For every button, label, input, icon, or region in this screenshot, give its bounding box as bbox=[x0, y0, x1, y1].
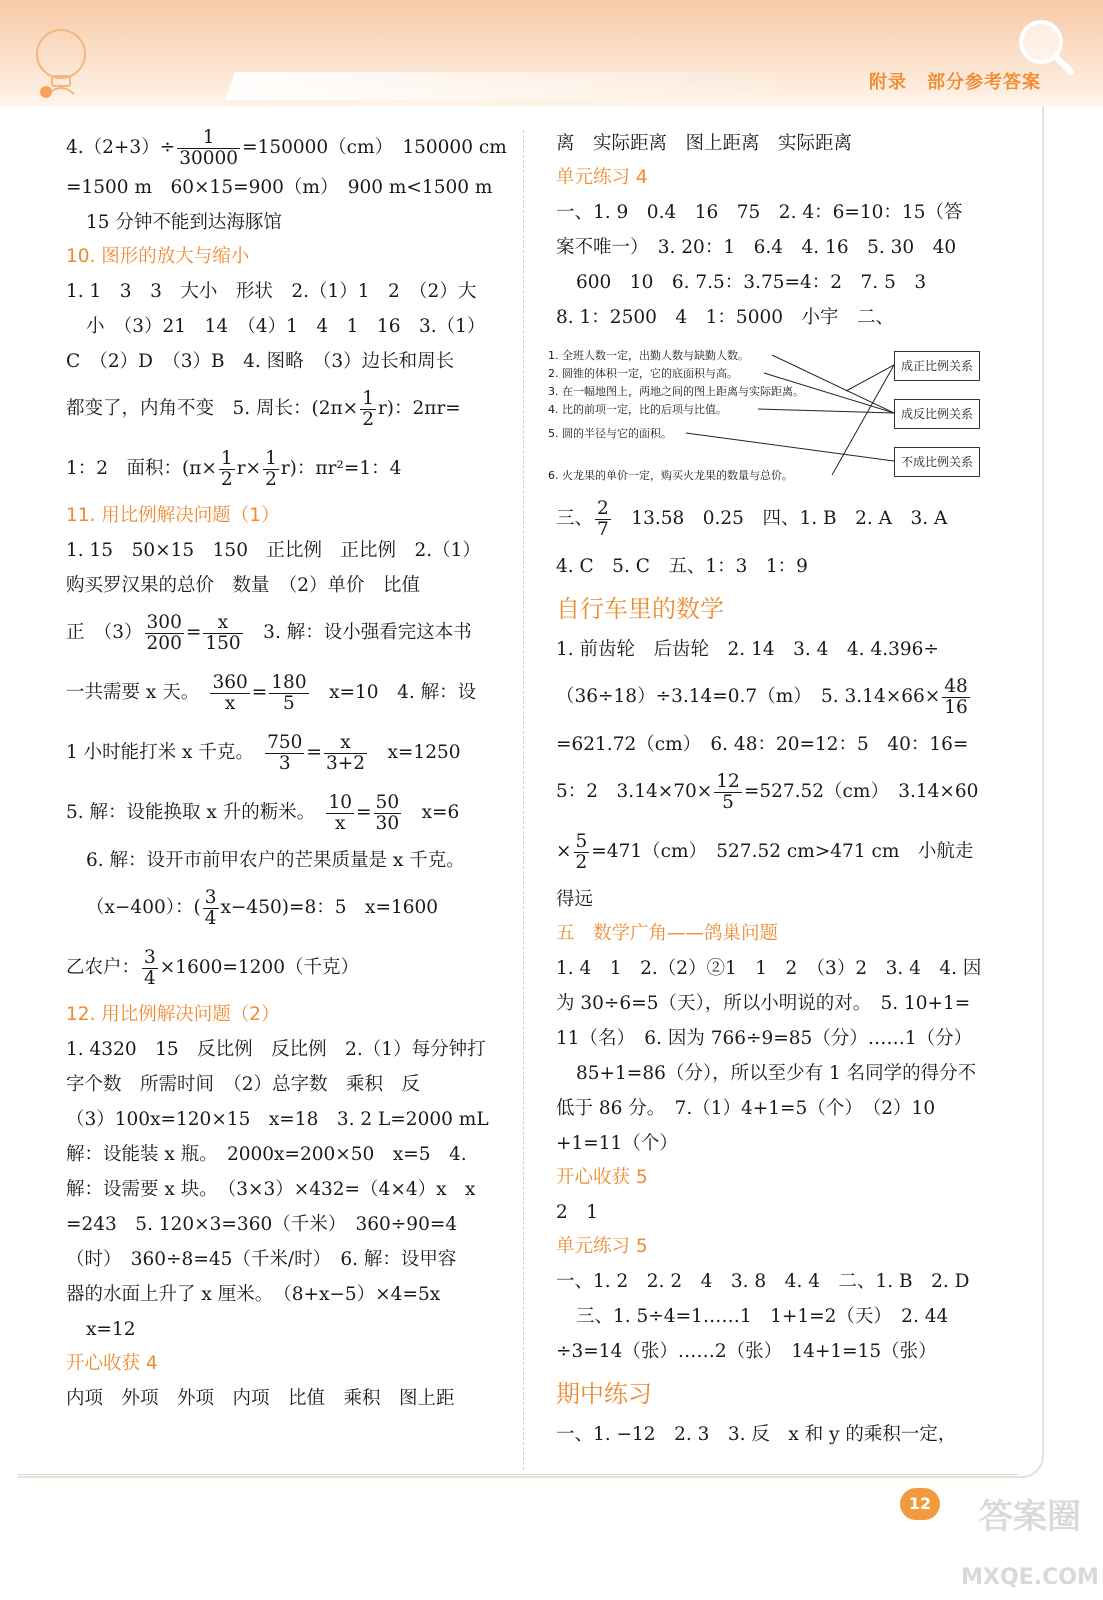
column-divider bbox=[523, 130, 524, 1470]
answer-line: =1500 m 60×15=900（m） 900 m<1500 m bbox=[66, 177, 493, 198]
answer-line: 85+1=86（分），所以至少有 1 名同学的得分不 bbox=[576, 1063, 977, 1084]
answer-line: +1=11（个） bbox=[556, 1133, 678, 1154]
decorative-stripe bbox=[225, 72, 795, 100]
answer-line: 6. 解：设开市前甲农户的芒果质量是 x 千克。 bbox=[86, 850, 465, 871]
answer-line: 1. 4 1 2.（2）②1 1 2 （3）2 3. 4 4. 因 bbox=[556, 958, 982, 979]
match-statement: 1. 全班人数一定，出勤人数与缺勤人数。 bbox=[548, 349, 749, 362]
answer-line: 11（名） 6. 因为 766÷9=85（分）……1（分） bbox=[556, 1028, 973, 1049]
section-title-12: 12. 用比例解决问题（2） bbox=[66, 1004, 280, 1025]
answer-line: 1. 前齿轮 后齿轮 2. 14 3. 4 4. 4.396÷ bbox=[556, 639, 939, 660]
answer-line: 得远 bbox=[556, 889, 594, 910]
answer-line: （x−400）：( $\frac{3}{4}$ x−450)=8：5 x=1600 bbox=[86, 886, 439, 929]
answer-line: 2 1 bbox=[556, 1202, 599, 1223]
match-statement: 5. 圆的半径与它的面积。 bbox=[548, 427, 672, 440]
section-title-unit4: 单元练习 4 bbox=[556, 167, 648, 188]
answer-line: 乙农户： $\frac{3}{4}$ ×1600=1200（千克） bbox=[66, 946, 359, 989]
answer-line: 低于 86 分。 7.（1）4+1=5（个） （2）10 bbox=[556, 1098, 936, 1119]
lightbulb-icon bbox=[26, 22, 96, 100]
left-column bbox=[66, 126, 507, 1416]
section-title-five: 五 数学广角——鸽巢问题 bbox=[556, 923, 779, 944]
answer-line: 解：设能装 x 瓶。 2000x=200×50 x=5 4. bbox=[66, 1144, 467, 1165]
answer-line: 三、 $\frac{2}{7}$ 13.58 0.25 四、1. B 2. A 3. A bbox=[556, 497, 948, 540]
header-label bbox=[849, 68, 1041, 94]
right-column bbox=[548, 126, 996, 1452]
answer-line: 15 分钟不能到达海豚馆 bbox=[86, 212, 282, 233]
answer-line: =621.72（cm） 6. 48：20=12：5 40：16= bbox=[556, 734, 969, 755]
match-statement: 4. 比的前项一定，比的后项与比值。 bbox=[548, 403, 727, 416]
answer-line: 小 （3）21 14 （4）1 4 1 16 3.（1） bbox=[86, 316, 486, 337]
section-title-11: 11. 用比例解决问题（1） bbox=[66, 505, 280, 526]
section-heading-midterm: 期中练习 bbox=[556, 1380, 652, 1408]
answer-line: ÷3=14（张）……2（张） 14+1=15（张） bbox=[556, 1341, 937, 1362]
answer-line: 案不唯一） 3. 20：1 6.4 4. 16 5. 30 40 bbox=[556, 237, 957, 258]
footer-rule bbox=[18, 1474, 1018, 1475]
answer-line: =243 5. 120×3=360（千米） 360÷90=4 bbox=[66, 1214, 458, 1235]
section-title-happy4: 开心收获 4 bbox=[66, 1353, 158, 1374]
answer-line: 1：2 面积：(π× $\frac{1}{2}$ r× $\frac{1}{2}$ r)：πr²=1：4 bbox=[66, 447, 402, 490]
answer-line: 内项 外项 外项 内项 比值 乘积 图上距 bbox=[66, 1388, 455, 1409]
answer-line: 购买罗汉果的总价 数量 （2）单价 比值 bbox=[66, 575, 421, 596]
answer-line: （36÷18）÷3.14=0.7（m） 5. 3.14×66× $\frac{48}{16}$ bbox=[556, 675, 968, 718]
answer-line: 600 10 6. 7.5：3.75=4：2 7. 5 3 bbox=[576, 272, 927, 293]
answer-line: 为 30÷6=5（天），所以小明说的对。 5. 10+1= bbox=[556, 993, 971, 1014]
answer-line: 5. 解：设能换取 x 升的粝米。 $\frac{10}{x}$ = $\frac{50}{30}$ x=6 bbox=[66, 791, 460, 834]
match-box: 不成比例关系 bbox=[894, 447, 980, 477]
answer-line: 离 实际距离 图上距离 实际距离 bbox=[556, 133, 853, 154]
magnifier-icon bbox=[1013, 14, 1075, 76]
answer-line: 器的水面上升了 x 厘米。 （8+x−5）×4=5x bbox=[66, 1284, 441, 1305]
answer-line: 一、1. 9 0.4 16 75 2. 4：6=10：15（答 bbox=[556, 202, 963, 223]
answer-line: 1. 1 3 3 大小 形状 2.（1）1 2 （2）大 bbox=[66, 281, 477, 302]
section-title-10: 10. 图形的放大与缩小 bbox=[66, 246, 250, 267]
section-title-happy5: 开心收获 5 bbox=[556, 1167, 648, 1188]
answer-line: （时） 360÷8=45（千米/时） 6. 解：设甲容 bbox=[66, 1249, 457, 1270]
answer-line: 1. 15 50×15 150 正比例 正比例 2.（1） bbox=[66, 540, 481, 561]
answer-line: （3）100x=120×15 x=18 3. 2 L=2000 mL bbox=[66, 1109, 489, 1130]
svg-text:MXQE.COM: MXQE.COM bbox=[961, 1565, 1099, 1590]
matching-diagram bbox=[546, 343, 986, 485]
match-statement: 2. 圆锥的体积一定，它的底面积与高。 bbox=[548, 367, 738, 380]
match-box: 成反比例关系 bbox=[894, 399, 980, 429]
answer-line: 8. 1：2500 4 1：5000 小宇 二、 bbox=[556, 307, 895, 328]
section-title-unit5: 单元练习 5 bbox=[556, 1236, 648, 1257]
match-statement: 3. 在一幅地图上，两地之间的图上距离与实际距离。 bbox=[548, 385, 804, 398]
match-statement: 6. 火龙果的单价一定，购买火龙果的数量与总价。 bbox=[548, 469, 793, 482]
watermark-logo bbox=[960, 1480, 1100, 1596]
header-section: 附录 bbox=[869, 72, 907, 93]
fraction: $\frac{1}{30000}$ bbox=[179, 126, 239, 169]
answer-line: 一、1. 2 2. 2 4 3. 8 4. 4 二、1. B 2. D bbox=[556, 1271, 970, 1292]
answer-line: 正 （3） $\frac{300}{200}$ = $\frac{x}{150}$ 3. 解：设小强看完这本书 bbox=[66, 611, 472, 654]
answer-line: 三、1. 5÷4=1……1 1+1=2（天） 2. 44 bbox=[576, 1306, 949, 1327]
answer-line: × $\frac{5}{2}$ =471（cm） 527.52 cm>471 cm 小航走 bbox=[556, 830, 974, 873]
answer-line: 4. C 5. C 五、1：3 1：9 bbox=[556, 556, 808, 577]
svg-text:答案圈: 答案圈 bbox=[979, 1497, 1081, 1537]
answer-line: 解：设需要 x 块。 （3×3）×432=（4×4）x x bbox=[66, 1179, 476, 1200]
answer-line: 1 小时能打米 x 千克。 $\frac{750}{3}$ = $\frac{x}{3+2}$ x=1250 bbox=[66, 731, 461, 774]
answer-line: 4.（2+3）÷ $\frac{1}{30000}$ =150000（cm） 150000 cm bbox=[66, 126, 507, 169]
answer-line: x=12 bbox=[86, 1319, 136, 1340]
answer-line: 一共需要 x 天。 $\frac{360}{x}$ = $\frac{180}{5}$ x=10 4. 解：设 bbox=[66, 671, 477, 714]
header-title: 部分参考答案 bbox=[927, 72, 1041, 93]
answer-line: 字个数 所需时间 （2）总字数 乘积 反 bbox=[66, 1074, 421, 1095]
match-box: 成正比例关系 bbox=[894, 351, 980, 381]
answer-line: C （2）D （3）B 4. 图略 （3）边长和周长 bbox=[66, 351, 455, 372]
answer-line: 1. 4320 15 反比例 反比例 2.（1）每分钟打 bbox=[66, 1039, 486, 1060]
answer-line: 5：2 3.14×70× $\frac{12}{5}$ =527.52（cm） 3.14×60 bbox=[556, 770, 979, 813]
section-heading-bike: 自行车里的数学 bbox=[556, 595, 724, 623]
answer-line: 都变了，内角不变 5. 周长：(2π× $\frac{1}{2}$ r)：2πr= bbox=[66, 387, 461, 430]
page-number: 12 bbox=[900, 1488, 940, 1520]
answer-line: 一、1. −12 2. 3 3. 反 x 和 y 的乘积一定， bbox=[556, 1424, 957, 1445]
